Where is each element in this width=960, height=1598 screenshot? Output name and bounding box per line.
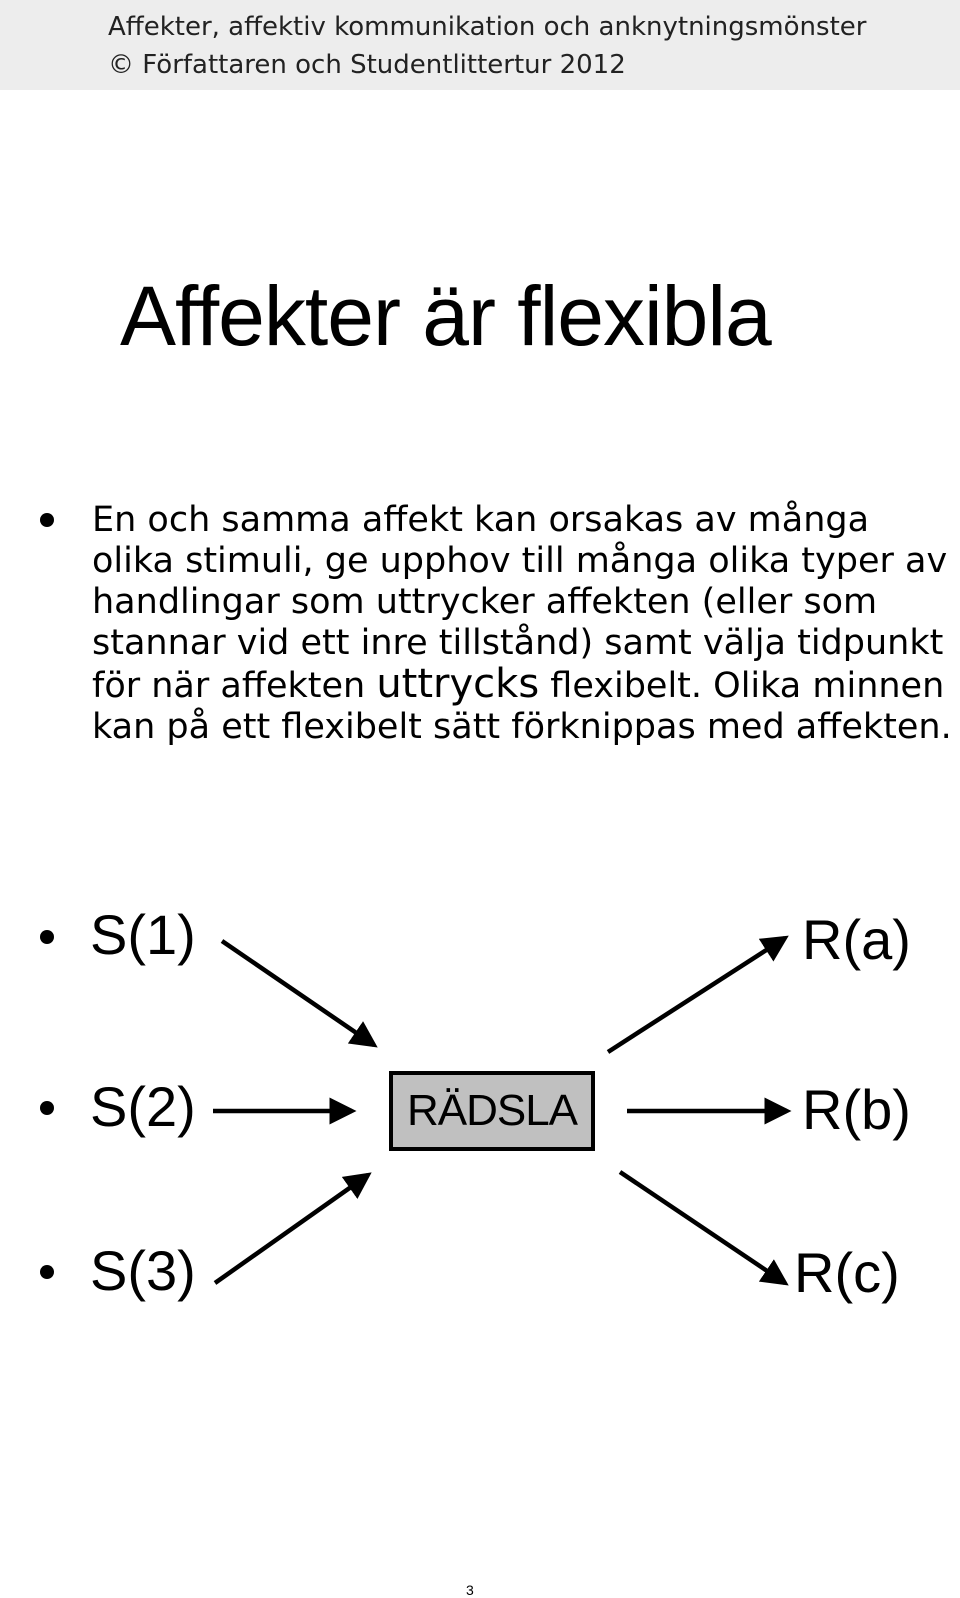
paragraph-emphasis: uttrycks	[376, 661, 540, 707]
center-emotion-label: RÄDSLA	[406, 1086, 578, 1135]
header-book-title: Affekter, affektiv kommunikation och anknytningsmönster	[108, 12, 867, 42]
response-a-label: R(a)	[802, 908, 911, 971]
arrow-center-to-rc	[620, 1172, 785, 1283]
stimulus-3-label: S(3)	[90, 1239, 196, 1302]
page-title: Affekter är flexibla	[120, 269, 771, 363]
paragraph-text-2: flexibelt. Olika minnen kan på ett flexibelt sätt förknippas med affekten.	[92, 666, 952, 747]
header-copyright: © Författaren och Studentlittertur 2012	[108, 50, 626, 80]
arrow-s1-to-center	[222, 941, 374, 1045]
stimulus-2-label: S(2)	[90, 1075, 196, 1138]
page-number: 3	[466, 1582, 474, 1598]
stimulus-1-label: S(1)	[90, 903, 196, 966]
arrow-s3-to-center	[215, 1175, 368, 1283]
arrow-center-to-ra	[608, 938, 785, 1052]
response-c-label: R(c)	[794, 1241, 900, 1304]
paragraph-text-1: En och samma affekt kan orsakas av många olika stimuli, ge upphov till många olika typer av handlingar som uttrycker affekten (eller som stannar vid ett inre tillstånd) samt välja tidpunkt för när affekten	[92, 500, 948, 706]
response-b-label: R(b)	[802, 1078, 911, 1141]
